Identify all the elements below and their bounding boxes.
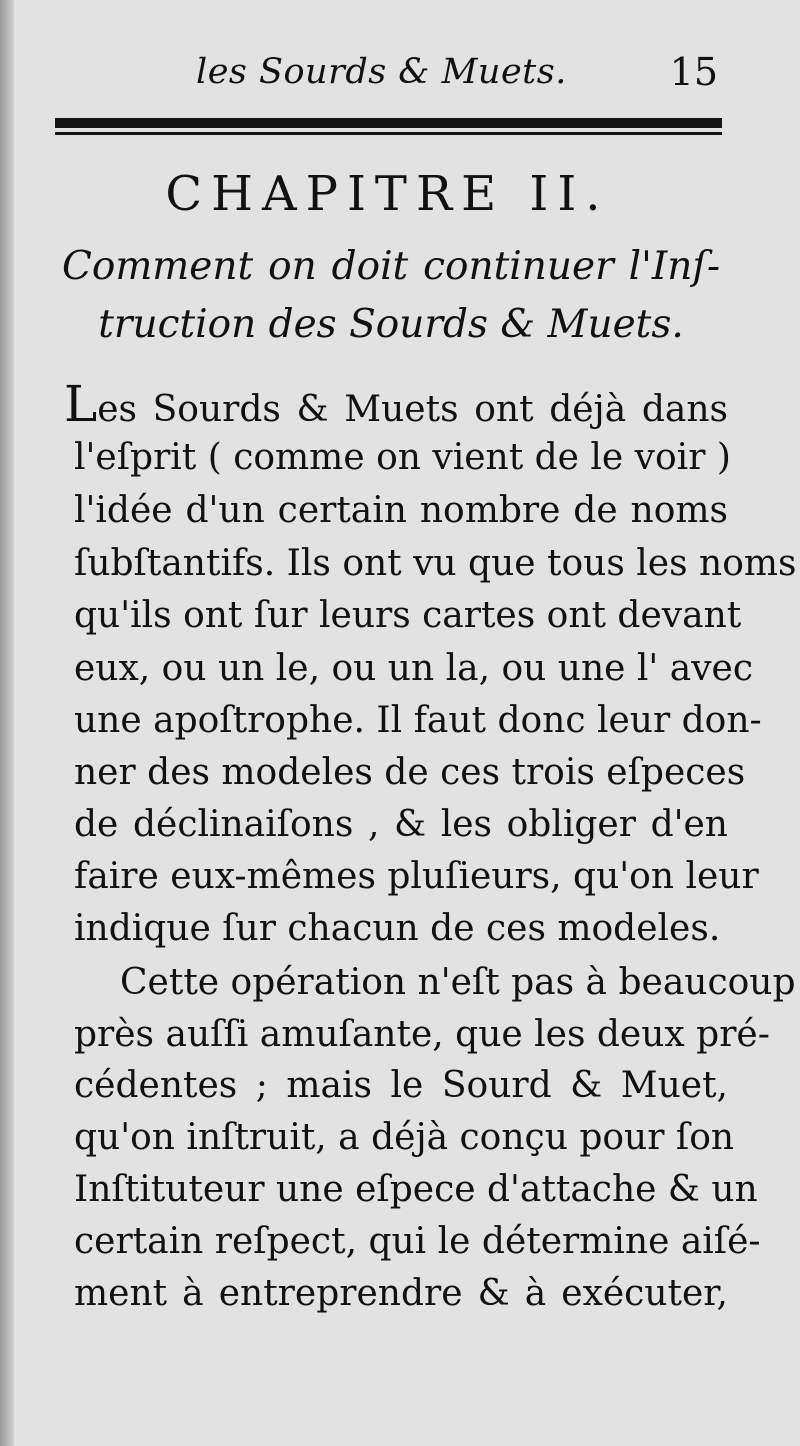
paragraph-line: ner des modeles de ces trois eſpeces (74, 752, 746, 793)
paragraph-line: eux, ou un le, ou un la, ou une l' avec (74, 648, 754, 689)
paragraph-line: cédentes ; mais le Sourd & Muet, (74, 1065, 728, 1106)
paragraph-line (64, 375, 728, 436)
paragraph-line: l'idée d'un certain nombre de noms (74, 490, 728, 531)
first-line-text: es Sourds & Muets ont déjà dans (97, 389, 728, 430)
paragraph-line: l'eſprit ( comme on vient de le voir ) (74, 437, 731, 478)
chapter-subtitle-line: truction des Sourds & Muets. (98, 302, 684, 347)
paragraph-line: de déclinaiſons , & les obliger d'en (74, 804, 728, 845)
paragraph-line: qu'on inſtruit, a déjà conçu pour ſon (74, 1117, 735, 1158)
header-rule-thick (55, 118, 722, 128)
paragraph-line: près auſſi amuſante, que les deux pré- (74, 1014, 770, 1055)
paragraph-line: une apoſtrophe. Il faut donc leur don- (74, 700, 762, 741)
paragraph-line: ment à entreprendre & à exécuter, (74, 1273, 728, 1314)
page-number: 15 (669, 50, 718, 94)
paragraph-line: certain reſpect, qui le détermine aiſé- (74, 1221, 761, 1262)
chapter-title: CHAPITRE II. (165, 166, 610, 222)
chapter-subtitle-line: Comment on doit continuer l'Inſ- (62, 244, 720, 289)
paragraph-line: indique ſur chacun de ces modeles. (74, 908, 721, 949)
header-rule-thin (55, 132, 722, 135)
paragraph-line: qu'ils ont ſur leurs cartes ont devant (74, 595, 742, 636)
paragraph-line: ſubſtantifs. Ils ont vu que tous les noms (74, 543, 797, 584)
paragraph-line: Cette opération n'eſt pas à beaucoup (120, 962, 796, 1003)
paragraph-line: faire eux-mêmes pluſieurs, qu'on leur (74, 856, 759, 897)
drop-capital: L (64, 375, 98, 433)
paragraph-line: Inſtituteur une eſpece d'attache & un (74, 1169, 758, 1210)
running-head: les Sourds & Muets. (196, 52, 567, 92)
page-gutter-shadow (0, 0, 14, 1446)
